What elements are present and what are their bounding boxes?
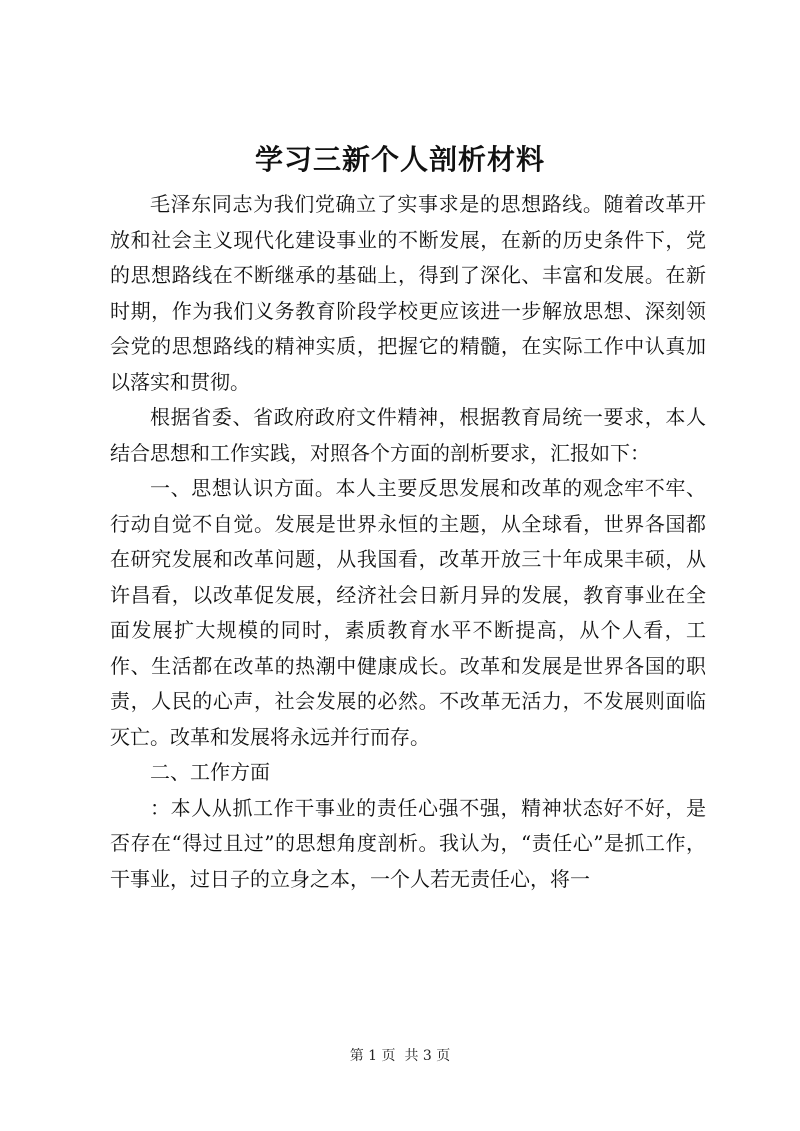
paragraph-work-section: ：本人从抓工作干事业的责任心强不强，精神状态好不好，是否存在“得过且过”的思想角度剖析。我认为，“责任心”是抓工作，干事业，过日子的立身之本，一个人若无责任心，将一 xyxy=(110,795,706,891)
page-footer xyxy=(0,1046,800,1066)
paragraph-intro: 毛泽东同志为我们党确立了实事求是的思想路线。随着改革开放和社会主义现代化建设事业的不断发展，在新的历史条件下，党的思想路线在不断继承的基础上，得到了深化、丰富和发展。在新时期，作为我们义务教育阶段学校更应该进一步解放思想、深刻领会党的思想路线的精神实质，把握它的精髓，在实际工作中认真加以落实和贯彻。 xyxy=(110,192,706,394)
section-heading-work: 二、工作方面 xyxy=(150,760,270,784)
paragraph-basis: 根据省委、省政府政府文件精神，根据教育局统一要求，本人结合思想和工作实践，对照各个方面的剖析要求，汇报如下： xyxy=(110,405,706,465)
document-title: 学习三新个人剖析材料 xyxy=(254,143,545,176)
paragraph-thought-section: 一、思想认识方面。本人主要反思发展和改革的观念牢不牢、行动自觉不自觉。发展是世界永恒的主题，从全球看，世界各国都在研究发展和改革问题，从我国看，改革开放三十年成果丰硕，从许昌看，以改革促发展，经济社会日新月异的发展，教育事业在全面发展扩大规模的同时，素质教育水平不断提高，从个人看，工作、生活都在改革的热潮中健康成长。改革和发展是世界各国的职责，人民的心声，社会发展的必然。不改革无活力，不发展则面临灭亡。改革和发展将永远并行而存。 xyxy=(110,476,706,749)
page-number-label: 第 1 页 共 3 页 xyxy=(349,1048,451,1064)
document-body xyxy=(110,187,706,897)
